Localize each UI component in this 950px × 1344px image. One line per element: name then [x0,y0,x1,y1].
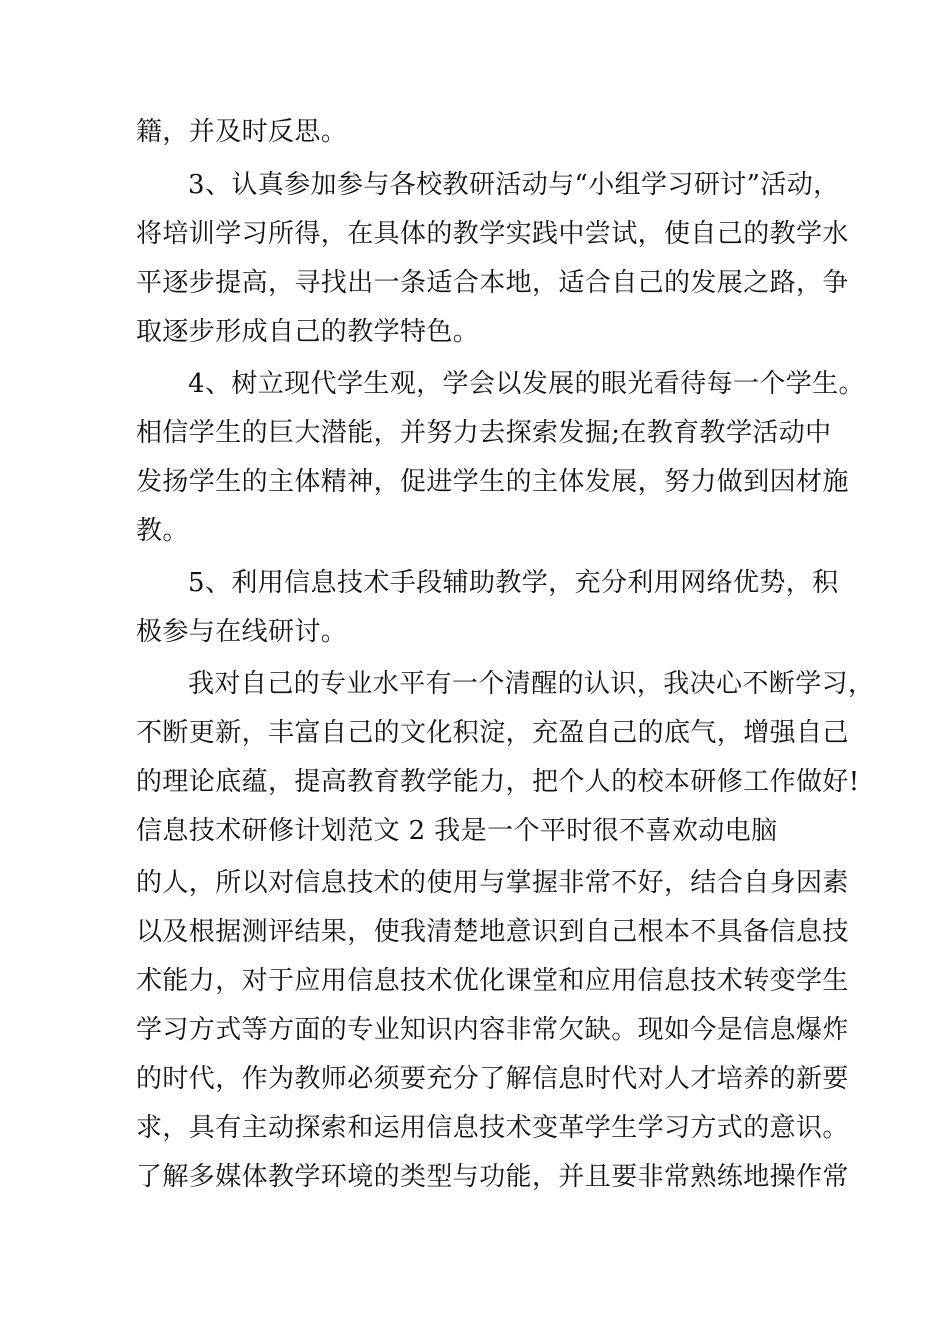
text-line: 4、树立现代学生观，学会以发展的眼光看待每一个学生。 [188,369,865,399]
text-line: 的理论底蕴，提高教育教学能力，把个人的校本研修工作做好! [136,767,860,797]
text-line: 的人，所以对信息技术的使用与掌握非常不好，结合自身因素 [136,868,849,898]
section-heading-line: 信息技术研修计划范文 2 我是一个平时很不喜欢动电脑 [136,816,778,846]
text-line: 术能力，对于应用信息技术优化课堂和应用信息技术转变学生 [136,966,849,996]
text-line: 取逐步形成自己的教学特色。 [136,317,480,347]
text-line: 5、利用信息技术手段辅助教学，充分利用网络优势，积 [188,568,839,598]
text-line: 不断更新，丰富自己的文化积淀，充盈自己的底气，增强自己 [136,718,849,748]
text-line: 将培训学习所得，在具体的教学实践中尝试，使自己的教学水 [136,219,849,249]
text-line: 我对自己的专业水平有一个清醒的认识，我决心不断学习， [188,669,875,699]
text-line: 学习方式等方面的专业知识内容非常欠缺。现如今是信息爆炸 [136,1015,849,1045]
text-line: 籍，并及时反思。 [136,117,348,147]
text-line: 平逐步提高，寻找出一条适合本地，适合自己的发展之路，争 [136,268,849,298]
text-line: 相信学生的巨大潜能，并努力去探索发掘;在教育教学活动中 [136,418,832,448]
text-line: 了解多媒体教学环境的类型与功能，并且要非常熟练地操作常 [136,1162,849,1192]
text-line: 极参与在线研讨。 [136,617,348,647]
text-line: 3、认真参加参与各校教研活动与“小组学习研讨”活动， [188,170,840,200]
text-line: 发扬学生的主体精神，促进学生的主体发展，努力做到因材施 [136,467,849,497]
text-line: 教。 [136,516,189,546]
text-line: 的时代，作为教师必须要充分了解信息时代对人才培养的新要 [136,1064,849,1094]
text-line: 求，具有主动探索和运用信息技术变革学生学习方式的意识。 [136,1113,849,1143]
text-line: 以及根据测评结果，使我清楚地意识到自己根本不具备信息技 [136,917,849,947]
